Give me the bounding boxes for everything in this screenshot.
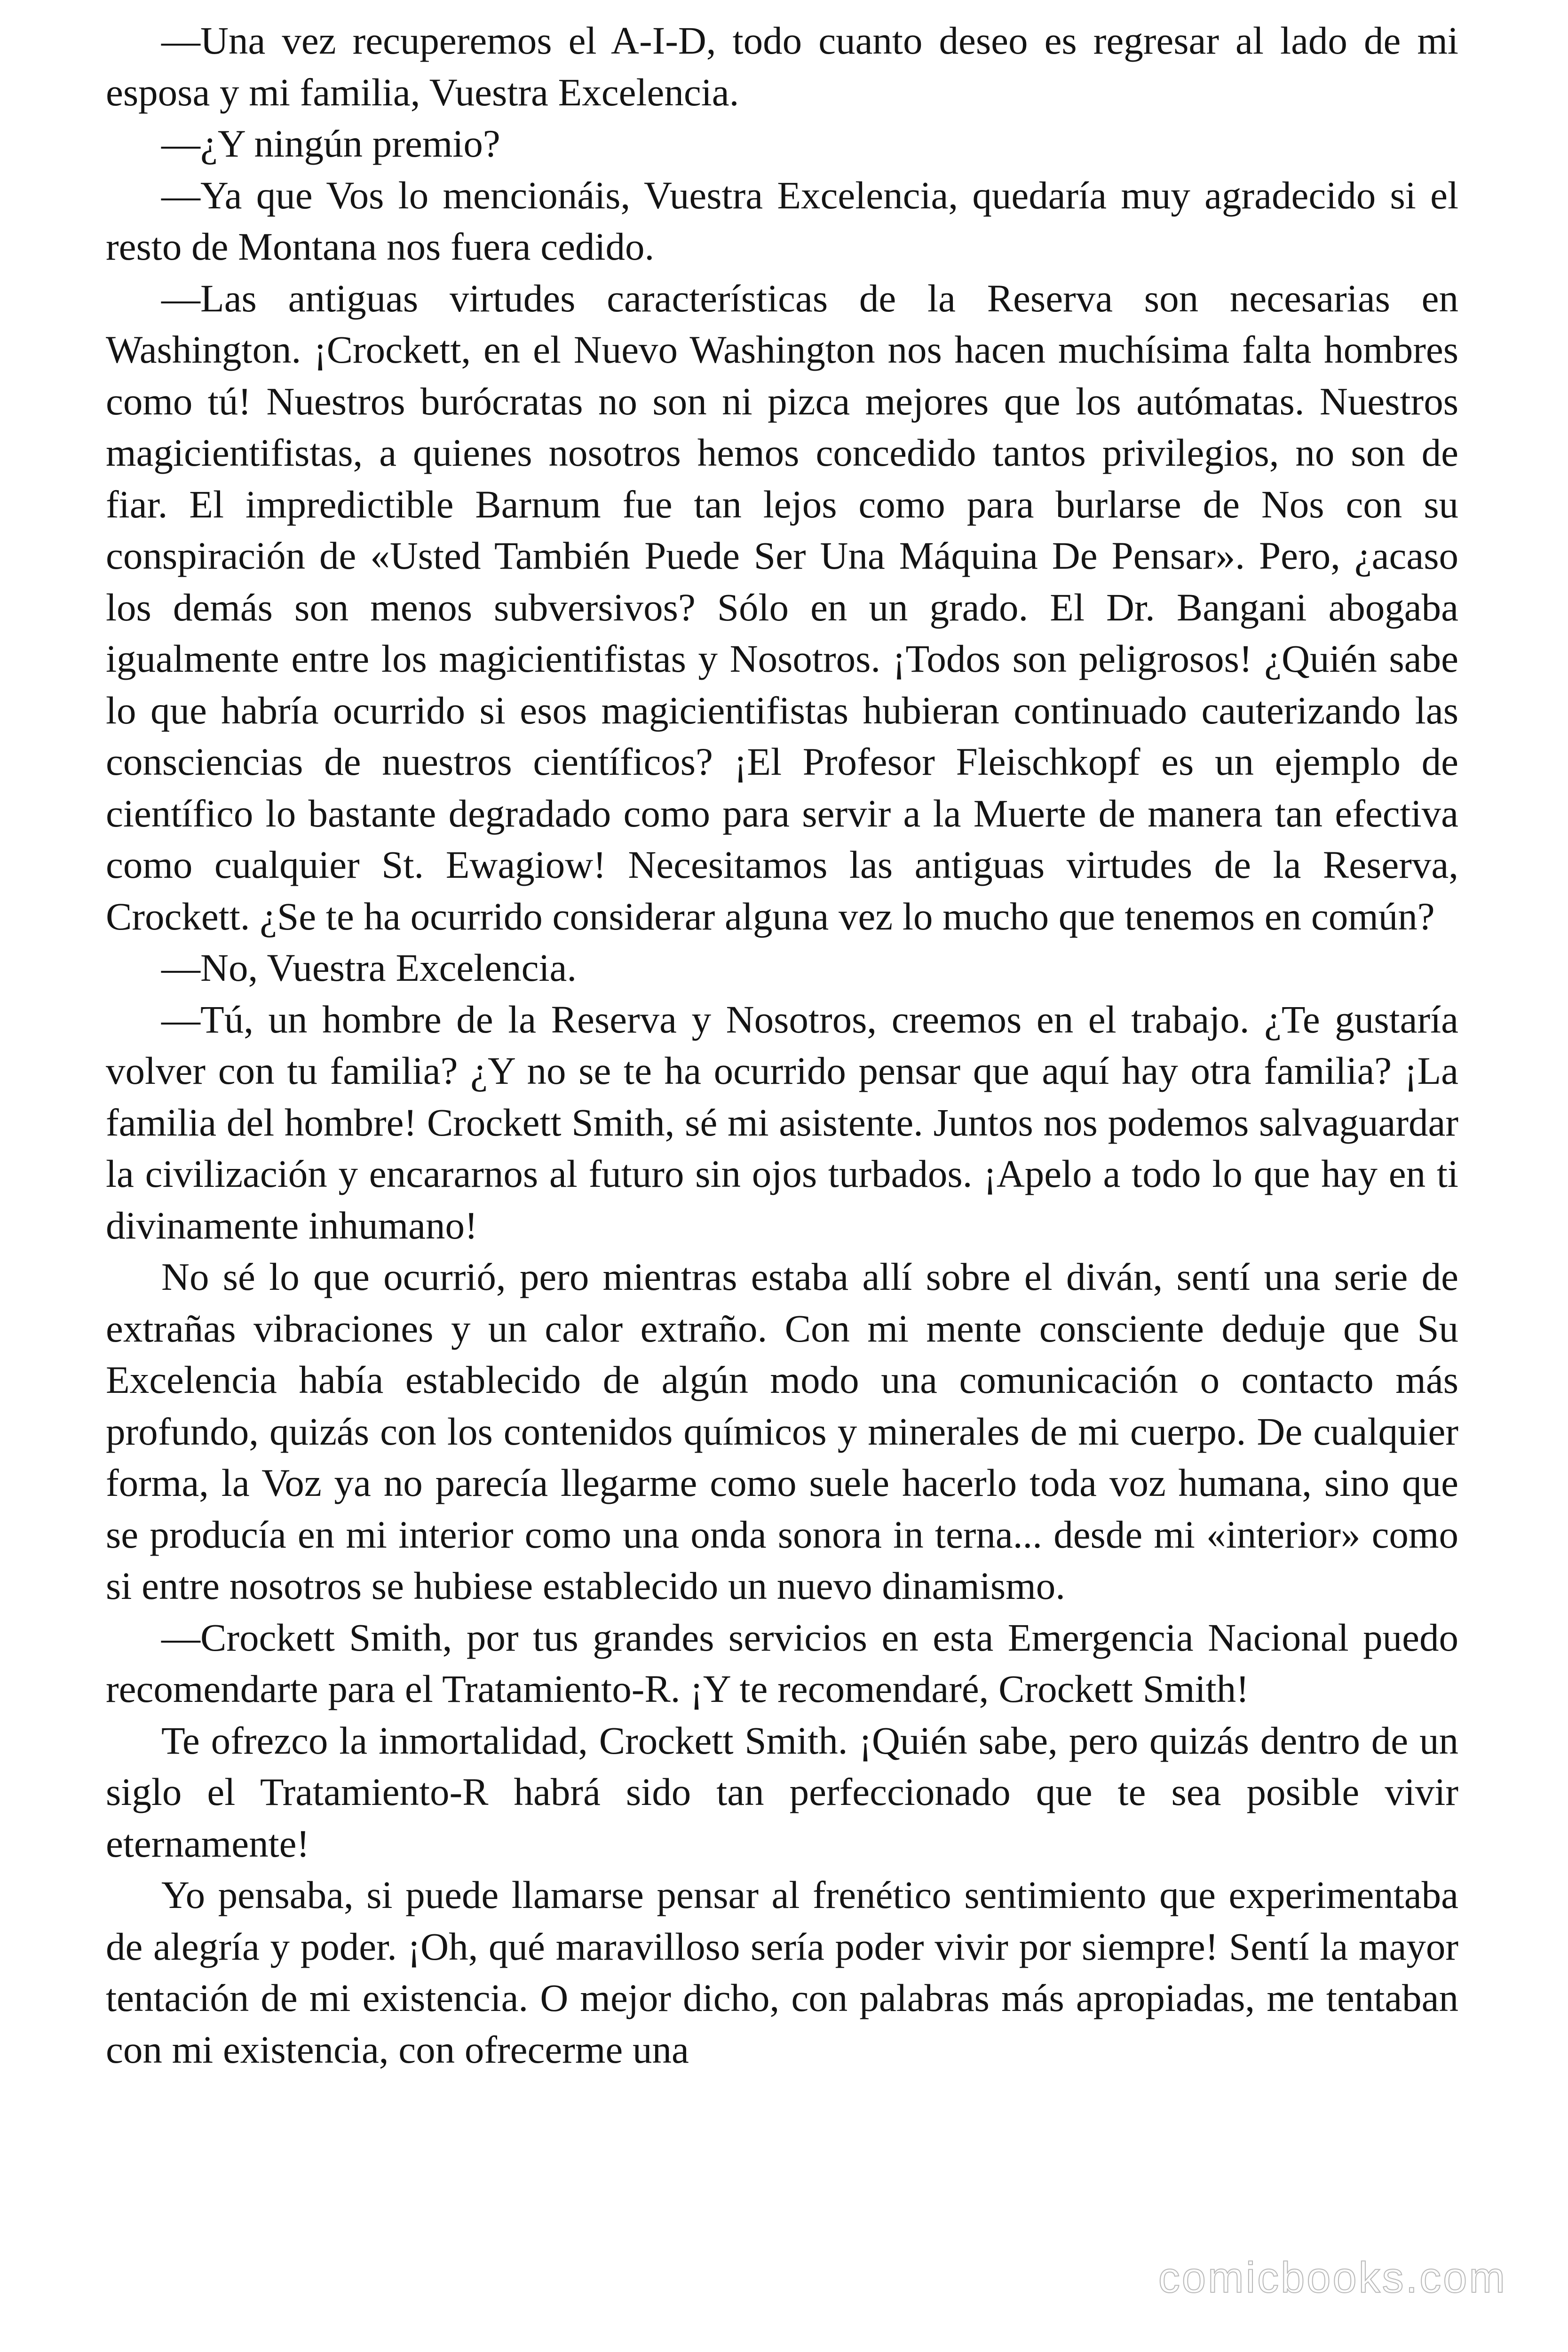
body-text <box>106 15 1458 2075</box>
paragraph-5: —No, Vuestra Excelencia. <box>161 946 577 989</box>
paragraph-4: —Las antiguas virtudes características de la Reserva son necesarias en Washington. ¡Crockett, en el Nuevo Washington nos hacen muchísima falta hombres como tú! Nuestros burócratas no son ni pizca mejores que los autómatas. Nuestros magicientifistas, a quienes nosotros hemos concedido tantos privilegios, no son de fiar. El impredictible Barnum fue tan lejos como para burlarse de Nos con su conspiración de «Usted También Puede Ser Una Máquina De Pensar». Pero, ¿acaso los demás son menos subversivos? Sólo en un grado. El Dr. Bangani abogaba igualmente entre los magicientifistas y Nosotros. ¡Todos son peligrosos! ¿Quién sabe lo que habría ocurrido si esos magicientifistas hubieran continuado cauterizando las consciencias de nuestros científicos? ¡El Profesor Fleischkopf es un ejemplo de científico lo bastante degradado como para servir a la Muerte de manera tan efectiva como cualquier St. Ewagiow! Necesitamos las antiguas virtudes de la Reserva, Crockett. ¿Se te ha ocurrido considerar alguna vez lo mucho que tenemos en común? <box>106 276 1458 938</box>
paragraph-9: Te ofrezco la inmortalidad, Crockett Smith. ¡Quién sabe, pero quizás dentro de un siglo el Tratamiento-R habrá sido tan perfeccionado que te sea posible vivir eternamente! <box>106 1718 1458 1865</box>
paragraph-7: No sé lo que ocurrió, pero mientras estaba allí sobre el diván, sentí una serie de extrañas vibraciones y un calor extraño. Con mi mente consciente deduje que Su Excelencia había establecido de algún modo una comunicación o contacto más profundo, quizás con los contenidos químicos y minerales de mi cuerpo. De cualquier forma, la Voz ya no parecía llegarme como suele hacerlo toda voz humana, sino que se producía en mi interior como una onda sonora in terna... desde mi «interior» como si entre nosotros se hubiese establecido un nuevo dinamismo. <box>106 1255 1458 1607</box>
paragraph-3: —Ya que Vos lo mencionáis, Vuestra Excelencia, quedaría muy agradecido si el resto de Montana nos fuera cedido. <box>106 173 1458 268</box>
paragraph-6: —Tú, un hombre de la Reserva y Nosotros, creemos en el trabajo. ¿Te gustaría volver con tu familia? ¿Y no se te ha ocurrido pensar que aquí hay otra familia? ¡La familia del hombre! Crockett Smith, sé mi asistente. Juntos nos podemos salvaguardar la civilización y encararnos al futuro sin ojos turbados. ¡Apelo a todo lo que hay en ti divinamente inhumano! <box>106 997 1458 1247</box>
paragraph-10: Yo pensaba, si puede llamarse pensar al frenético sentimiento que experimentaba de alegría y poder. ¡Oh, qué maravilloso sería poder vivir por siempre! Sentí la mayor tentación de mi existencia. O mejor dicho, con palabras más apropiadas, me tentaban con mi existencia, con ofrecerme una <box>106 1873 1458 2071</box>
paragraph-8: —Crockett Smith, por tus grandes servicios en esta Emergencia Nacional puedo recomendarte para el Tratamiento-R. ¡Y te recomendaré, Crockett Smith! <box>106 1615 1458 1710</box>
watermark: comicbooks.com <box>1158 2254 1507 2302</box>
paragraph-1: —Una vez recuperemos el A-I-D, todo cuanto deseo es regresar al lado de mi esposa y mi familia, Vuestra Excelencia. <box>106 19 1458 114</box>
paragraph-2: —¿Y ningún premio? <box>161 122 500 165</box>
